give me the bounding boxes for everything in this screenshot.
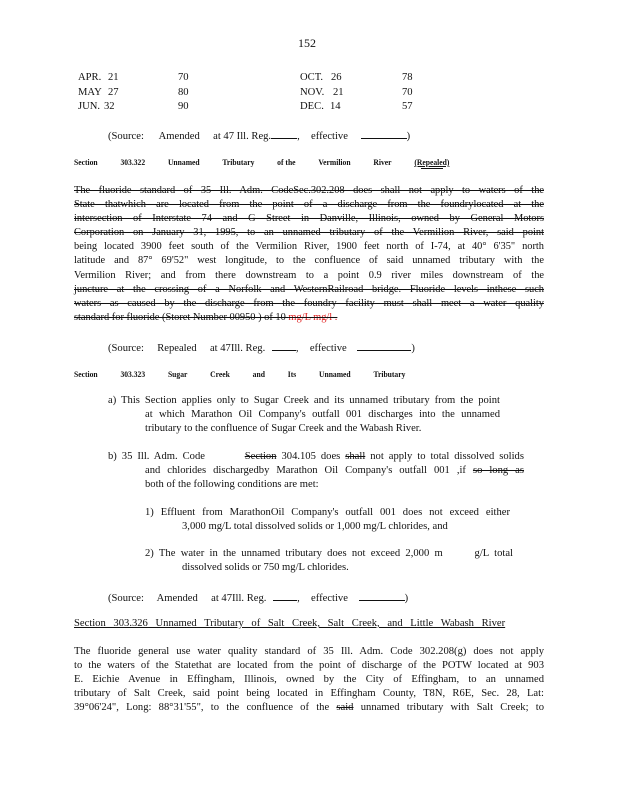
month-value-a: 26: [331, 72, 342, 83]
month-value-b: 57: [402, 101, 413, 112]
red-units: mg/L mg/l .: [288, 311, 338, 323]
section-322-last-line: standard for fluoride (Storet Number 00950 ) of 10 mg/L mg/l .: [74, 311, 338, 323]
month-value-b: 80: [178, 87, 189, 98]
page-number: 152: [298, 36, 316, 50]
section-323-heading: Section 303.323 Sugar Creek and Its Unnamed Tributary: [74, 370, 406, 379]
month-value-b: 70: [178, 72, 189, 83]
condition-1: 1) Effluent from MarathonOil Company's outfall 001 does not exceed either 3,000 mg/L total dissolved solids or 1,000 mg/L chlorides, and: [145, 507, 510, 533]
source-note: (Source: Amended at 47 Ill. Reg. , effective ): [108, 128, 410, 142]
month-value-a: 14: [330, 101, 341, 112]
month-label: OCT.: [300, 72, 324, 83]
section-322-body: The fluoride standard of 35 Ill. Adm. CodeSec.302.208 does shall not apply to waters of the State thatwhich are located from the point of a discharge from the foundrylocated at the intersection of Interstate 74 and G Street in Danville, Illinois, owned by General Motors Corporation on January 31, 1995, to an unnamed tributary of the Vermilion River, said point being located 3900 feet south of the Vermilion River, 1900 feet north of I-74, at 40° 6'35" north latitude and 87° 69'52" west longitude, to the confluence of said unnamed tributary with the Vermilion River; and from there downstream to a point 0.9 river miles downstream of the juncture at the crossing of a Norfolk and WesternRailroad bridge. Fluoride levels inthese such waters as caused by the discharge from the foundry facility must shall meet a water quality standard for fluoride (Storet Number 00950 ) of 10 mg/L mg/l .: [74, 184, 544, 325]
heading-underline: [421, 168, 443, 169]
month-value-a: 32: [104, 101, 115, 112]
month-label: DEC.: [300, 101, 324, 112]
section-323-item-a: a) This Section applies only to Sugar Creek and its unnamed tributary from the point at which Marathon Oil Company's outfall 001 discharges into the unnamed tributary to the confluence of Sugar Creek and the Wabash River.: [108, 395, 500, 435]
section-323-item-b: b) 35 Ill. Adm. Code Section 304.105 does shall not apply to total dissolved solids and chlorides dischargedby Marathon Oil Company's outfall 001 ,if so long as both of the following conditions are met:: [108, 451, 525, 491]
source-note: (Source: Amended at 47Ill. Reg. , effective ): [108, 590, 408, 604]
month-value-b: 90: [178, 101, 189, 112]
month-value-b: 70: [402, 87, 413, 98]
source-open: (Source:: [108, 131, 144, 142]
month-label: APR.: [78, 72, 102, 83]
section-326-body: The fluoride general use water quality standard of 35 Ill. Adm. Code 302.208(g) does not apply to the waters of the Statethat are located from the point of discharge of the POTW located at 903 E. Eichie Avenue in Effingham, Illinois, owned by the City of Effingham, to an unnamed tributary of Salt Creek, said point being located in Effingham County, T8N, R6E, Sec. 28, Lat: 39°06'24", Long: 88°31'55", to the confluence of the said unnamed tributary with Salt Creek; to: [74, 646, 544, 714]
month-label: NOV.: [300, 87, 325, 98]
month-value-a: 27: [108, 87, 119, 98]
source-effective: effective: [311, 131, 348, 142]
month-value-a: 21: [108, 72, 119, 83]
source-kind: Amended: [158, 131, 200, 142]
month-value-a: 21: [333, 87, 344, 98]
condition-2: 2) The water in the unnamed tributary does not exceed 2,000 m g/L total dissolved solids or 750 mg/L chlorides.: [145, 548, 513, 574]
month-value-b: 78: [402, 72, 413, 83]
section-326-heading: Section 303.326 Unnamed Tributary of Salt Creek, Salt Creek, and Little Wabash River: [74, 618, 506, 629]
month-label: MAY: [78, 87, 102, 98]
source-note: (Source: Repealed at 47Ill. Reg. , effective ): [108, 340, 415, 354]
section-322-heading: Section 303.322 Unnamed Tributary of the Vermilion River (Repealed): [74, 158, 450, 167]
month-label: JUN.: [78, 101, 101, 112]
source-register: at 47 Ill. Reg.: [213, 131, 272, 142]
